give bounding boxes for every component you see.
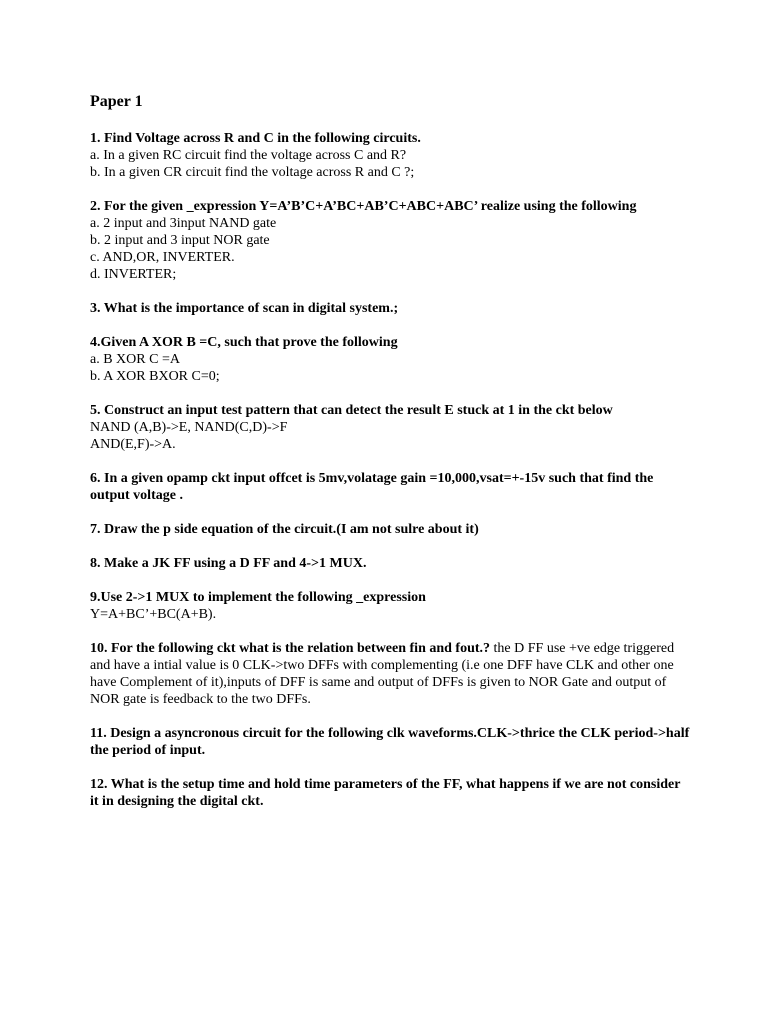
question-text: 6. In a given opamp ckt input offcet is 5mv,volatage gain =10,000,vsat=+-15v such that find the output voltage . bbox=[90, 471, 654, 503]
question-text: 10. For the following ckt what is the relation between fin and fout.? bbox=[90, 641, 491, 656]
question-9 bbox=[90, 589, 690, 623]
option-line: b. In a given CR circuit find the voltage across R and C ?; bbox=[90, 165, 415, 180]
option-line: NAND (A,B)->E, NAND(C,D)->F bbox=[90, 420, 288, 435]
question-3 bbox=[90, 300, 690, 317]
option-line: b. A XOR BXOR C=0; bbox=[90, 369, 220, 384]
question-6 bbox=[90, 470, 690, 504]
paper-title: Paper 1 bbox=[90, 93, 143, 110]
option-line: AND(E,F)->A. bbox=[90, 437, 176, 452]
question-text: 8. Make a JK FF using a D FF and 4->1 MUX. bbox=[90, 556, 367, 571]
question-text: 11. Design a asyncronous circuit for the following clk waveforms.CLK->thrice the CLK period->half the period of input. bbox=[90, 726, 690, 758]
option-line: Y=A+BC’+BC(A+B). bbox=[90, 607, 217, 622]
question-text: 2. For the given _expression Y=A’B’C+A’BC+AB’C+ABC+ABC’ realize using the following bbox=[90, 199, 637, 214]
question-7 bbox=[90, 521, 690, 538]
question-text: 1. Find Voltage across R and C in the following circuits. bbox=[90, 131, 421, 146]
question-text: 7. Draw the p side equation of the circuit.(I am not sulre about it) bbox=[90, 522, 479, 537]
option-line: d. INVERTER; bbox=[90, 267, 177, 282]
document-page bbox=[90, 92, 690, 827]
option-line: b. 2 input and 3 input NOR gate bbox=[90, 233, 270, 248]
question-text: 3. What is the importance of scan in digital system.; bbox=[90, 301, 399, 316]
question-11 bbox=[90, 725, 690, 759]
question-4 bbox=[90, 334, 690, 385]
option-line: a. B XOR C =A bbox=[90, 352, 180, 367]
question-5 bbox=[90, 402, 690, 453]
question-text: 4.Given A XOR B =C, such that prove the following bbox=[90, 335, 398, 350]
option-line: c. AND,OR, INVERTER. bbox=[90, 250, 235, 265]
option-line: a. In a given RC circuit find the voltage across C and R? bbox=[90, 148, 407, 163]
question-1 bbox=[90, 130, 690, 181]
question-text: 12. What is the setup time and hold time parameters of the FF, what happens if we are not consider it in designing the digital ckt. bbox=[90, 777, 681, 809]
question-2 bbox=[90, 198, 690, 283]
question-detail: the D FF use +ve edge triggered and have a intial value is 0 CLK->two DFFs with complementing (i.e one DFF have CLK and other one have Complement of it),inputs of DFF is same and output of DFFs is given to NOR Gate and output of NOR gate is feedback to the two DFFs. bbox=[90, 641, 675, 707]
question-text: 9.Use 2->1 MUX to implement the following _expression bbox=[90, 590, 426, 605]
question-10 bbox=[90, 640, 690, 708]
question-text: 5. Construct an input test pattern that can detect the result E stuck at 1 in the ckt below bbox=[90, 403, 613, 418]
question-12 bbox=[90, 776, 690, 810]
option-line: a. 2 input and 3input NAND gate bbox=[90, 216, 277, 231]
question-8 bbox=[90, 555, 690, 572]
